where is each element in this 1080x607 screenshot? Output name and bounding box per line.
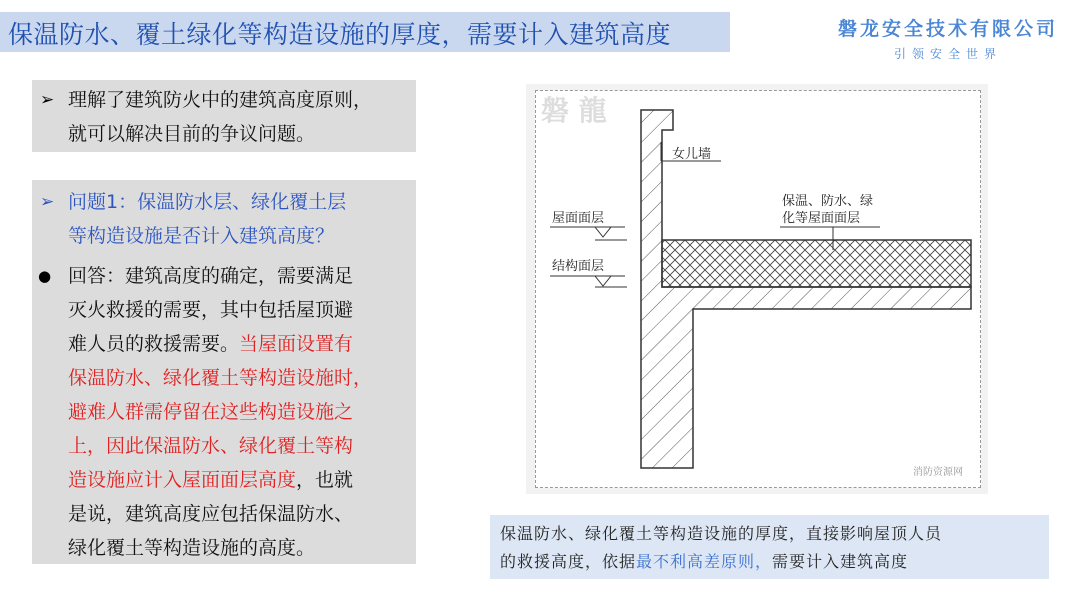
intro-line-2: 就可以解决目前的争议问题。: [68, 123, 316, 145]
caption-line-2: [500, 548, 1040, 576]
answer-line-3-red: 当屋面设置有: [239, 333, 354, 355]
label-insulation-2: 化等屋面面层: [782, 211, 861, 226]
elevation-marker-icon: [595, 276, 611, 286]
insulation-layer: [662, 240, 971, 287]
caption-line-2-prefix: 的救援高度，依据: [500, 552, 637, 571]
arrow-bullet-icon: ➢: [40, 192, 55, 212]
watermark-text: 磐 龍: [541, 94, 607, 127]
answer-line-3: [68, 327, 372, 361]
caption-line-1: 保温防水、绿化覆土等构造设施的厚度，直接影响屋顶人员: [500, 524, 943, 543]
company-name: 磐龙安全技术有限公司: [837, 18, 1058, 40]
wall-slab-section: [641, 110, 971, 468]
dot-bullet-icon: ●: [38, 267, 52, 285]
answer-line-4: 保温防水、绿化覆土等构造设施时，: [68, 367, 373, 389]
caption-text: [500, 520, 1040, 576]
answer-line-2: 灭火救援的需要，其中包括屋顶避: [68, 299, 354, 321]
answer-line-7: [68, 463, 372, 497]
label-insulation-1: 保温、防水、绿: [782, 194, 874, 209]
company-slogan: 引领安全世界: [893, 47, 1002, 61]
answer-line-7-red: 造设施应计入屋面面层高度: [68, 469, 297, 491]
answer-text: [68, 259, 372, 565]
caption-highlight: 最不利高差原则，: [636, 552, 773, 571]
answer-line-3-black: 难人员的救援需要。: [68, 333, 240, 355]
caption-line-2-suffix: 需要计入建筑高度: [772, 552, 909, 571]
intro-text: [68, 83, 372, 151]
label-parapet: 女儿墙: [672, 147, 712, 162]
answer-line-1: 回答：建筑高度的确定，需要满足: [68, 265, 354, 287]
company-logo: [838, 14, 1058, 62]
answer-line-6: 上，因此保温防水、绿化覆土等构: [68, 435, 354, 457]
source-watermark: 消防资源网: [913, 467, 963, 478]
label-structure-surface: 结构面层: [552, 259, 605, 274]
elevation-marker-icon: [595, 227, 611, 237]
label-roof-surface: 屋面面层: [552, 211, 605, 226]
question-line-1: 问题1：保温防水层、绿化覆土层: [68, 191, 347, 213]
page-title: 保温防水、覆土绿化等构造设施的厚度，需要计入建筑高度: [8, 20, 672, 49]
answer-line-5: 避难人群需停留在这些构造设施之: [68, 401, 354, 423]
intro-line-1: 理解了建筑防火中的建筑高度原则，: [68, 89, 373, 111]
answer-line-7-black: ，也就: [296, 469, 354, 491]
question-text: [68, 185, 346, 253]
answer-line-8: 是说，建筑高度应包括保温防水、: [68, 503, 354, 525]
answer-line-9: 绿化覆土等构造设施的高度。: [68, 537, 316, 559]
question-line-2: 等构造设施是否计入建筑高度？: [68, 225, 335, 247]
arrow-bullet-icon: ➢: [40, 90, 55, 110]
roof-section-diagram: [535, 90, 981, 488]
